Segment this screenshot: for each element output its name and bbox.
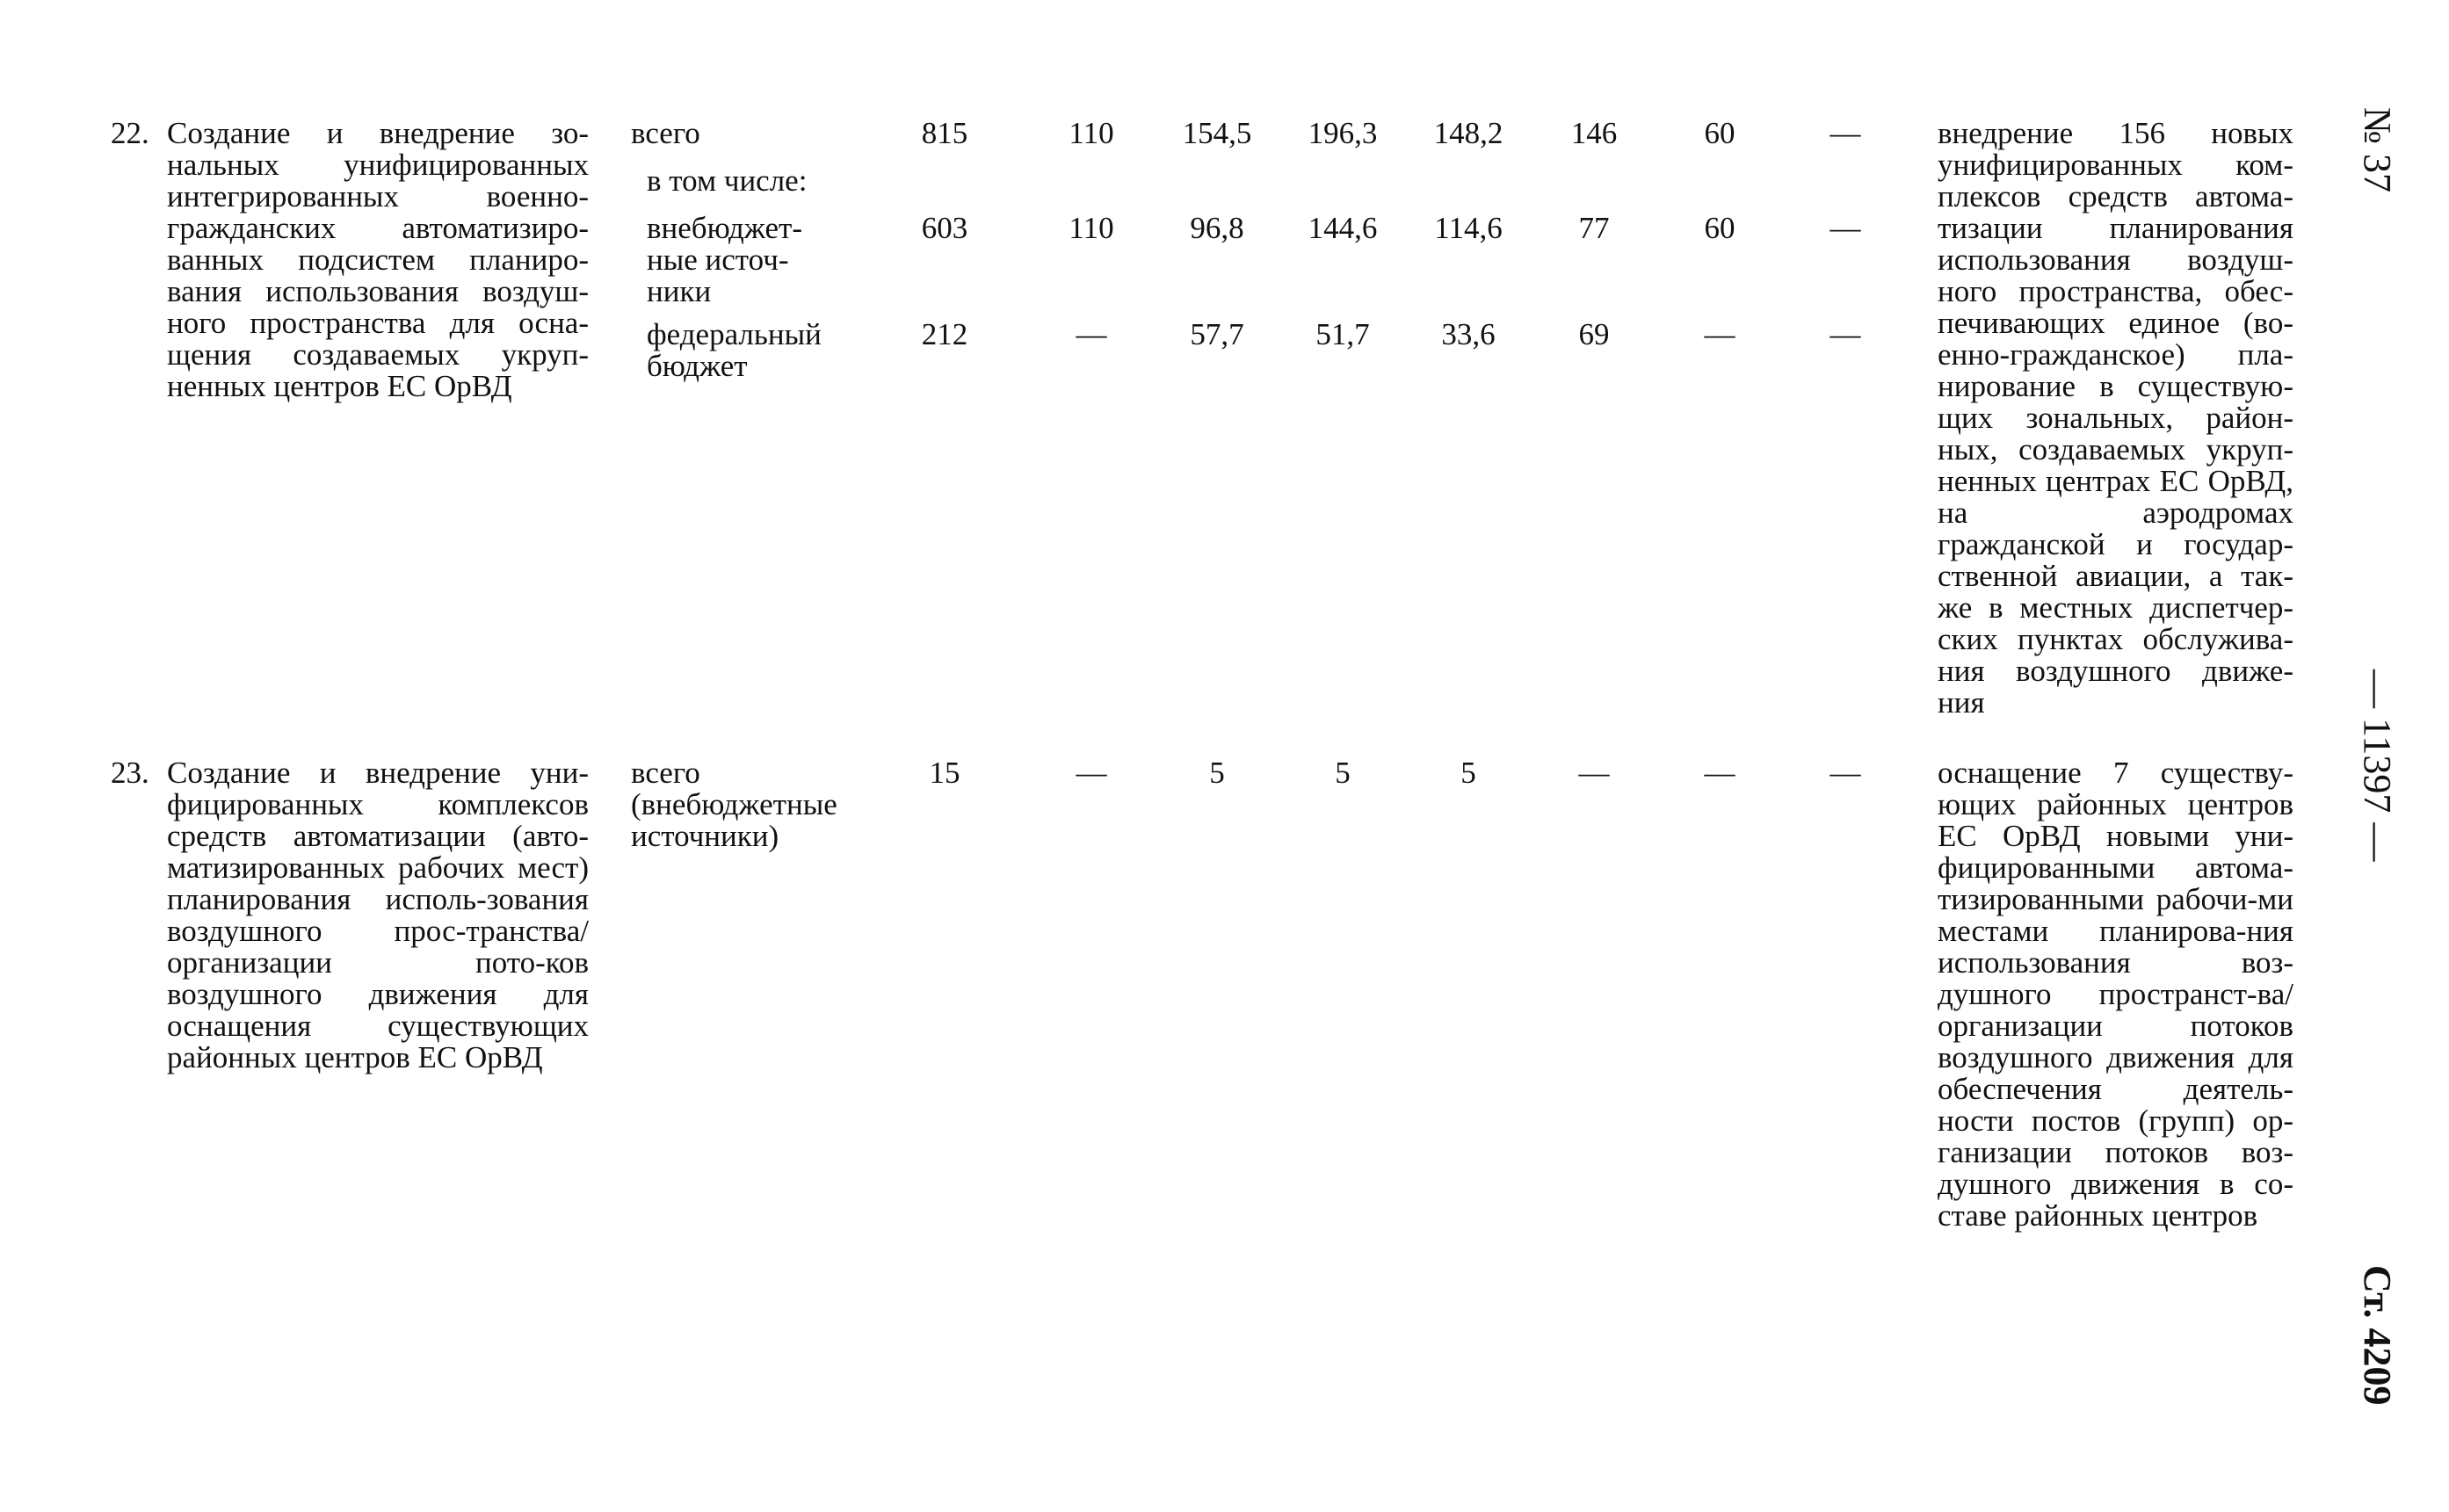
row-22-source-total: всего xyxy=(631,116,700,150)
row-22-federal-y4: 33,6 xyxy=(1441,317,1496,351)
row-22-federal-y7: — xyxy=(1830,317,1861,351)
row-22-extra-y5: 77 xyxy=(1578,211,1610,245)
row-23-total-y7: — xyxy=(1830,756,1861,790)
row-22-total-y3: 196,3 xyxy=(1308,116,1378,150)
row-22-result: внедрение 156 новых унифицированных ком-плексов средств автома-тизации планирования использования воздуш-ного пространства, обес-печивающих единое (во-енно-гражданское) пла-нирование в существую-щих зональных, район-ных, создаваемых укруп-ненных центрах ЕС ОрВД, на аэродромах гражданской и государ-ственной авиации, а так-же в местных диспетчер-ских пунктах обслужива-ния воздушного движе-ния xyxy=(1938,116,2293,720)
row-22-total-y2: 154,5 xyxy=(1182,116,1252,150)
row-23-total-y4: 5 xyxy=(1460,756,1476,790)
row-22-extra-y6: 60 xyxy=(1704,211,1735,245)
row-23-total-y3: 5 xyxy=(1335,756,1351,790)
row-22-federal-y3: 51,7 xyxy=(1315,317,1370,351)
row-22-extra-y1: 110 xyxy=(1069,211,1114,245)
row-22-total-y7: — xyxy=(1830,116,1861,150)
row-23-number: 23. xyxy=(111,756,149,790)
row-22-total-y5: 146 xyxy=(1570,116,1618,150)
row-22-number: 22. xyxy=(111,116,149,150)
row-22-source-federal: федеральный бюджет xyxy=(647,317,822,383)
row-22-federal-y5: 69 xyxy=(1578,317,1610,351)
row-23-total-y1: — xyxy=(1076,756,1107,790)
row-22-federal-y6: — xyxy=(1704,317,1735,351)
row-23-total-sum: 15 xyxy=(929,756,960,790)
row-22-extra-y4: 114,6 xyxy=(1434,211,1503,245)
row-22-extra-y3: 144,6 xyxy=(1308,211,1378,245)
issue-number: № 37 xyxy=(2356,107,2399,192)
document-number: — 11397 — xyxy=(2356,669,2399,862)
row-23-title: Создание и внедрение уни-фицированных комплексов средств автоматизации (авто-матизированных рабочих мест) планирования исполь-зования воздушного прос-транства/организации пото-ков воздушного движения для оснащения существующих районных центров ЕС ОрВД xyxy=(167,756,589,1074)
row-22-total-y4: 148,2 xyxy=(1433,116,1503,150)
row-22-extra-sum: 603 xyxy=(921,211,968,245)
row-22-extra-y2: 96,8 xyxy=(1190,211,1244,245)
page-number: Ст. 4209 xyxy=(2356,1265,2399,1406)
row-23-total-y5: — xyxy=(1578,756,1610,790)
row-22-federal-sum: 212 xyxy=(921,317,968,351)
row-22-total-y6: 60 xyxy=(1704,116,1735,150)
row-22-total-sum: 815 xyxy=(921,116,968,150)
row-22-total-y1: 110 xyxy=(1069,116,1114,150)
row-22-source-including: в том числе: xyxy=(647,163,808,198)
row-23-source-total: всего (внебюджетные источники) xyxy=(631,756,837,853)
row-23-result: оснащение 7 существу-ющих районных центров ЕС ОрВД новыми уни-фицированными автома-тизированными рабочи-ми местами планирова-ния использования воз-душного пространст-ва/организации потоков воздушного движения для обеспечения деятель-ности постов (групп) ор-ганизации потоков воз-душного движения в со-ставе районных центров xyxy=(1938,756,2293,1233)
row-23-total-y6: — xyxy=(1704,756,1735,790)
row-22-federal-y2: 57,7 xyxy=(1190,317,1244,351)
row-22-federal-y1: — xyxy=(1076,317,1107,351)
row-22-extra-y7: — xyxy=(1830,211,1861,245)
row-22-source-extrabudget: внебюджет-ные источ-ники xyxy=(647,211,802,308)
row-23-total-y2: 5 xyxy=(1209,756,1225,790)
row-22-title: Создание и внедрение зо-нальных унифицированных интегрированных военно-гражданских автоматизиро-ванных подсистем планиро-вания использования воздуш-ного пространства для осна-щения создаваемых укруп-ненных центров ЕС ОрВД xyxy=(167,116,589,403)
